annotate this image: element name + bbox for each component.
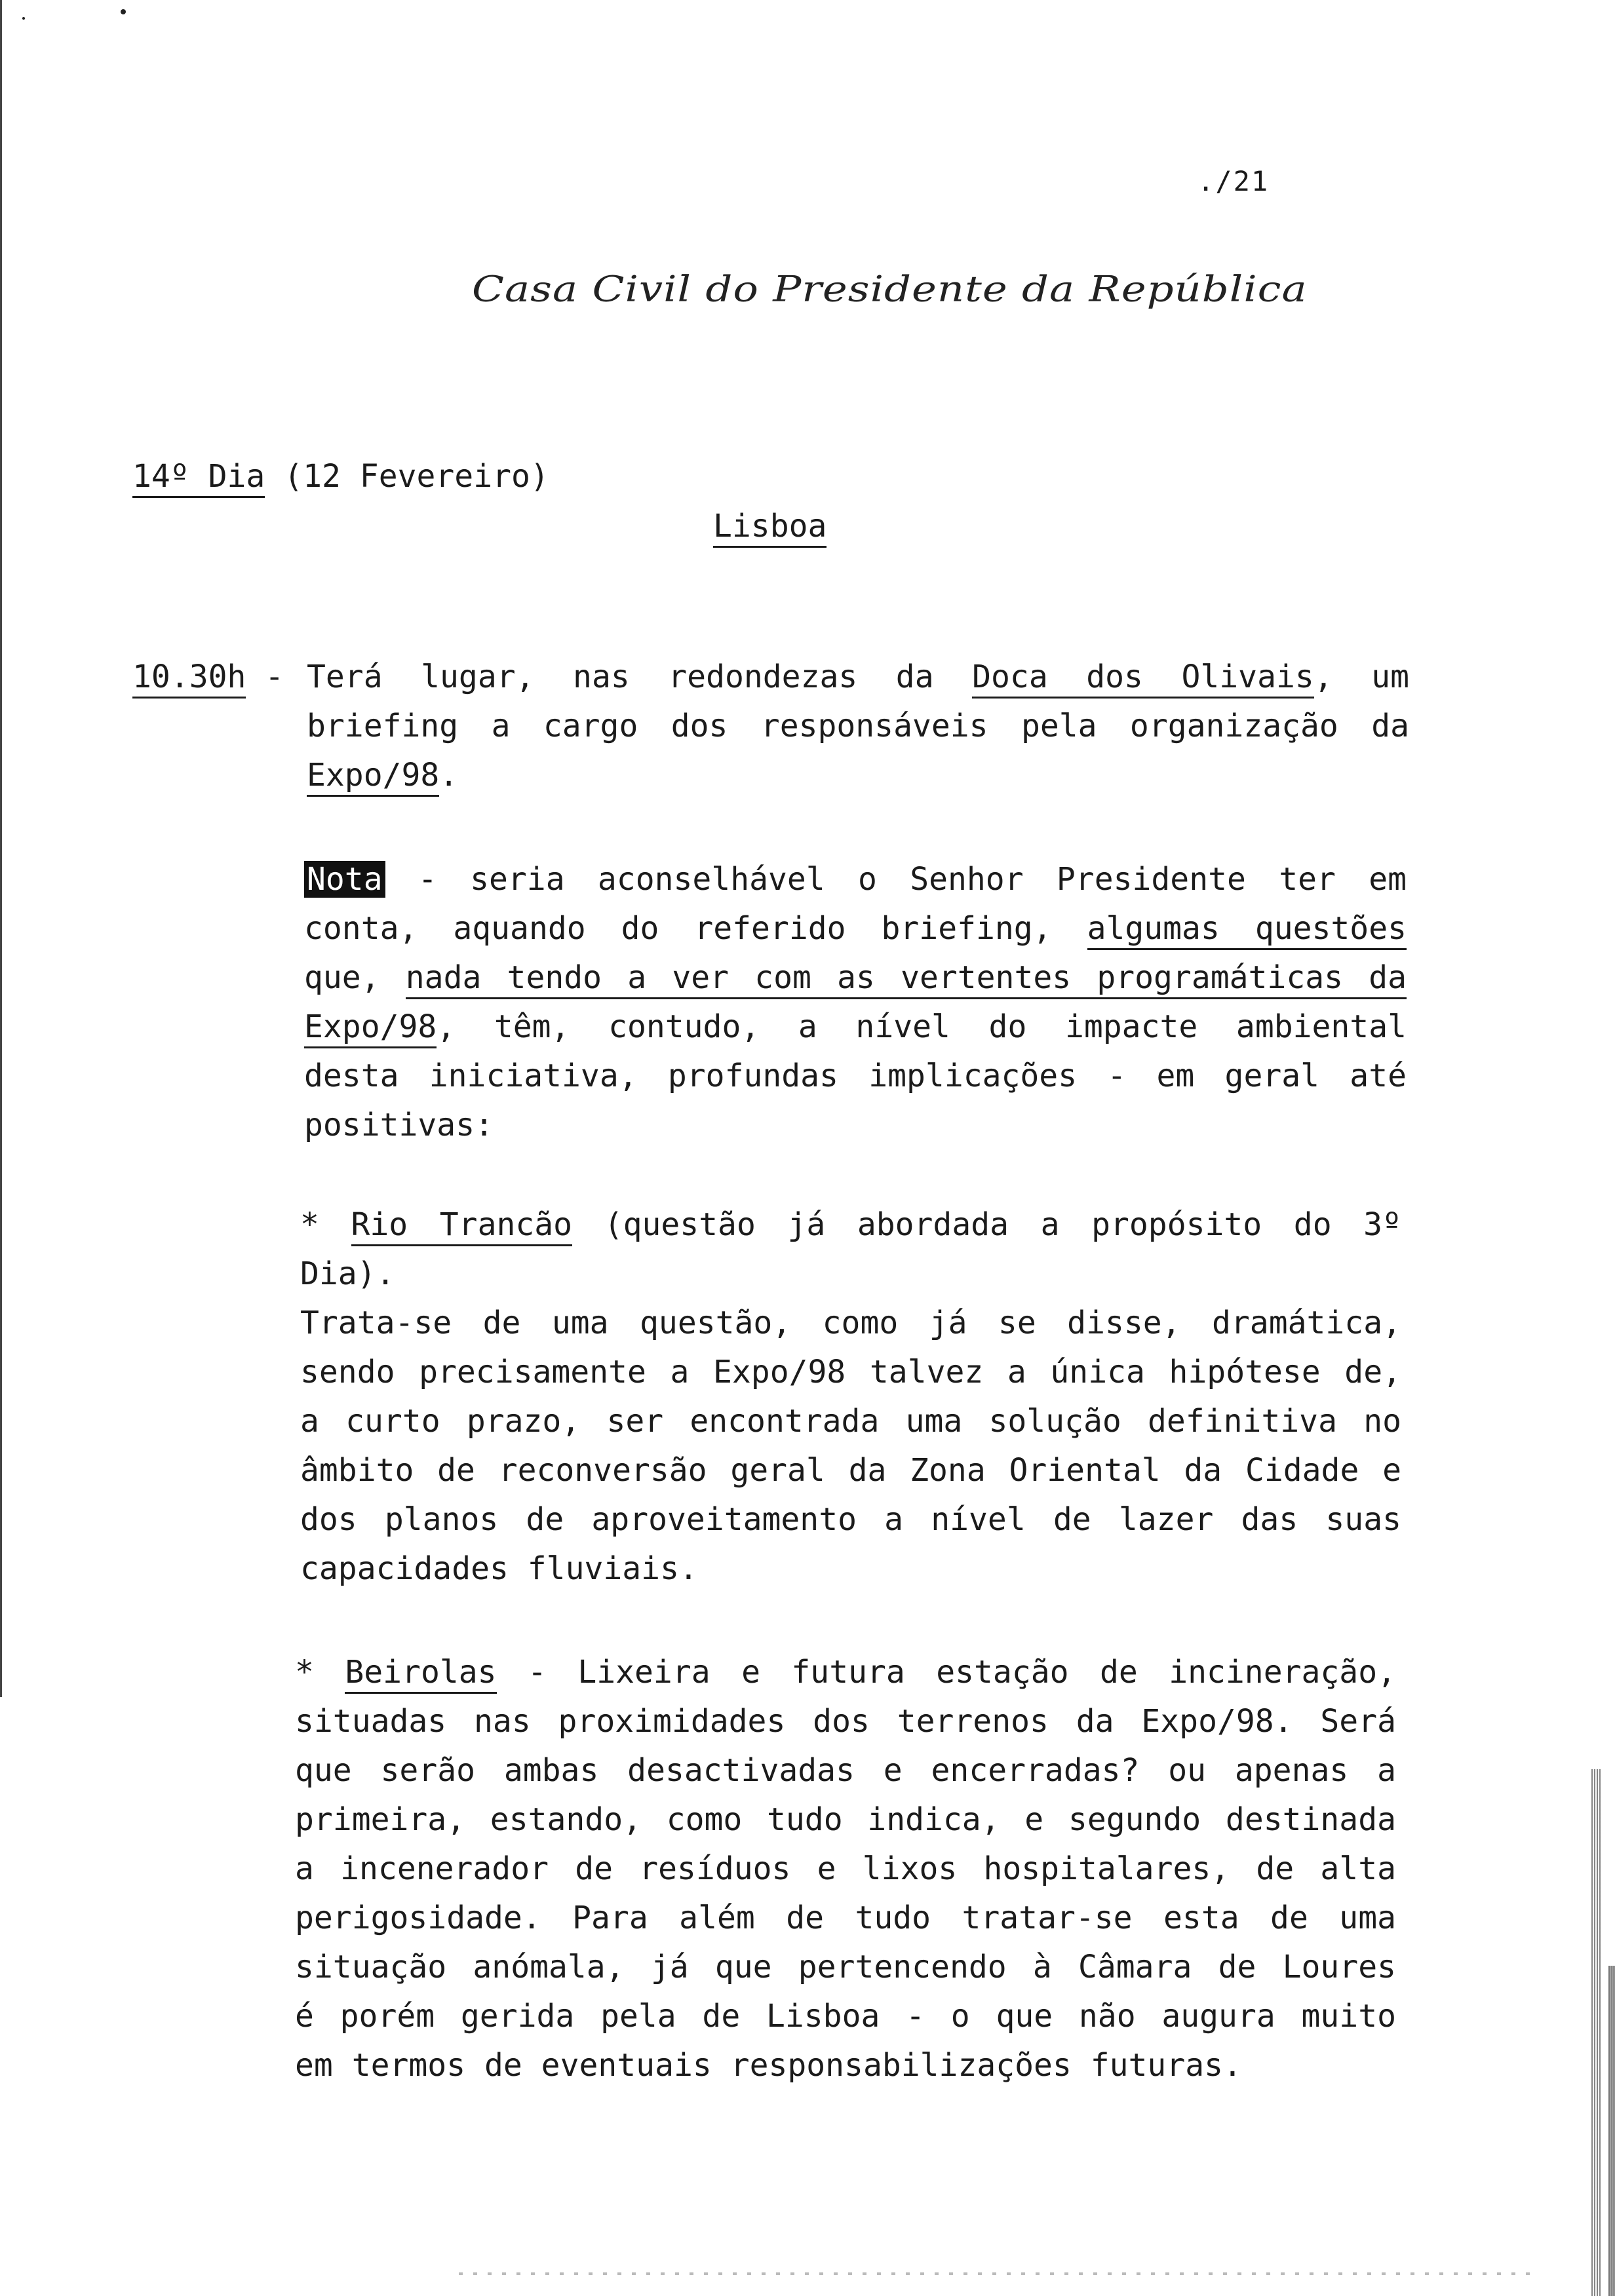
text-line: Expo/98, têm, contudo, a nível do impacte ambiental [304, 1003, 1407, 1052]
scan-edge [1608, 1966, 1615, 2296]
day-heading [132, 452, 549, 501]
text-line: perigosidade. Para além de tudo tratar-se esta de uma [295, 1900, 1396, 1936]
time-entry [132, 653, 284, 701]
underlined-phrase: nada tendo a ver com as vertentes programáticas da [406, 959, 1407, 999]
nota-label: Nota [304, 861, 385, 898]
text-line: que serão ambas desactivadas e encerradas? ou apenas a [295, 1752, 1396, 1789]
item-rio-trancao [300, 1200, 1401, 1594]
text-line: desta iniciativa, profundas implicações - em geral até [304, 1058, 1407, 1094]
text-line: Expo/98. [307, 751, 1409, 800]
expo-term: Expo/98 [307, 757, 439, 797]
letterhead: Casa Civil do Presidente da República [472, 269, 1308, 310]
place-name: Doca dos Olivais [972, 659, 1314, 698]
text-line: é porém gerida pela de Lisboa - o que não augura muito [295, 1998, 1396, 2035]
text-line: Nota - seria aconselhável o Senhor Presidente ter em [304, 855, 1407, 904]
text-line: em termos de eventuais responsabilizações futuras. [295, 2047, 1242, 2084]
text-line: âmbito de reconversão geral da Zona Oriental da Cidade e [300, 1452, 1401, 1489]
text-line: briefing a cargo dos responsáveis pela organização da [307, 708, 1409, 744]
text-line: situadas nas proximidades dos terrenos da Expo/98. Será [295, 1703, 1396, 1740]
text-line: positivas: [304, 1107, 494, 1143]
bullet: * [295, 1654, 314, 1691]
time-label: 10.30h [132, 659, 246, 698]
scan-speck [121, 9, 126, 14]
text-line: * Rio Trancão (questão já abordada a propósito do 3º [300, 1200, 1401, 1250]
day-date: (12 Fevereiro) [284, 458, 549, 495]
bullet: * [300, 1206, 319, 1243]
scan-edge [0, 0, 2, 1697]
scan-speck [22, 17, 25, 20]
text-line: a incenerador de resíduos e lixos hospitalares, de alta [295, 1850, 1396, 1887]
text-line: que, nada tendo a ver com as vertentes programáticas da [304, 953, 1407, 1003]
expo-term: Expo/98 [304, 1008, 437, 1048]
text-line: Trata-se de uma questão, como já se disse, dramática, [300, 1305, 1401, 1341]
text-line: dos planos de aproveitamento a nível de lazer das suas [300, 1501, 1401, 1538]
city-heading [713, 502, 827, 550]
text-line: Dia). [300, 1255, 395, 1292]
scan-noise [459, 2272, 1534, 2275]
day-label: 14º Dia [132, 458, 265, 498]
text-line: primeira, estando, como tudo indica, e segundo destinada [295, 1801, 1396, 1838]
intro-paragraph [307, 653, 1409, 800]
page-number: ./21 [1197, 165, 1270, 197]
text-line: * Beirolas - Lixeira e futura estação de incineração, [295, 1648, 1396, 1697]
text-line: capacidades fluviais. [300, 1550, 698, 1587]
item-title: Rio Trancão [351, 1206, 573, 1246]
city-label: Lisboa [713, 508, 827, 548]
time-dash: - [265, 659, 284, 695]
item-beirolas [295, 1648, 1396, 2090]
text-line: sendo precisamente a Expo/98 talvez a única hipótese de, [300, 1354, 1401, 1390]
nota-paragraph [304, 855, 1407, 1150]
underlined-phrase: algumas questões [1087, 910, 1407, 950]
item-title: Beirolas [345, 1654, 496, 1694]
scan-edge [1591, 1769, 1601, 2296]
text-line: conta, aquando do referido briefing, algumas questões [304, 904, 1407, 953]
text-line: situação anómala, já que pertencendo à Câmara de Loures [295, 1949, 1396, 1985]
text-line: a curto prazo, ser encontrada uma solução definitiva no [300, 1403, 1401, 1440]
text-line: Terá lugar, nas redondezas da Doca dos Olivais, um [307, 653, 1409, 702]
